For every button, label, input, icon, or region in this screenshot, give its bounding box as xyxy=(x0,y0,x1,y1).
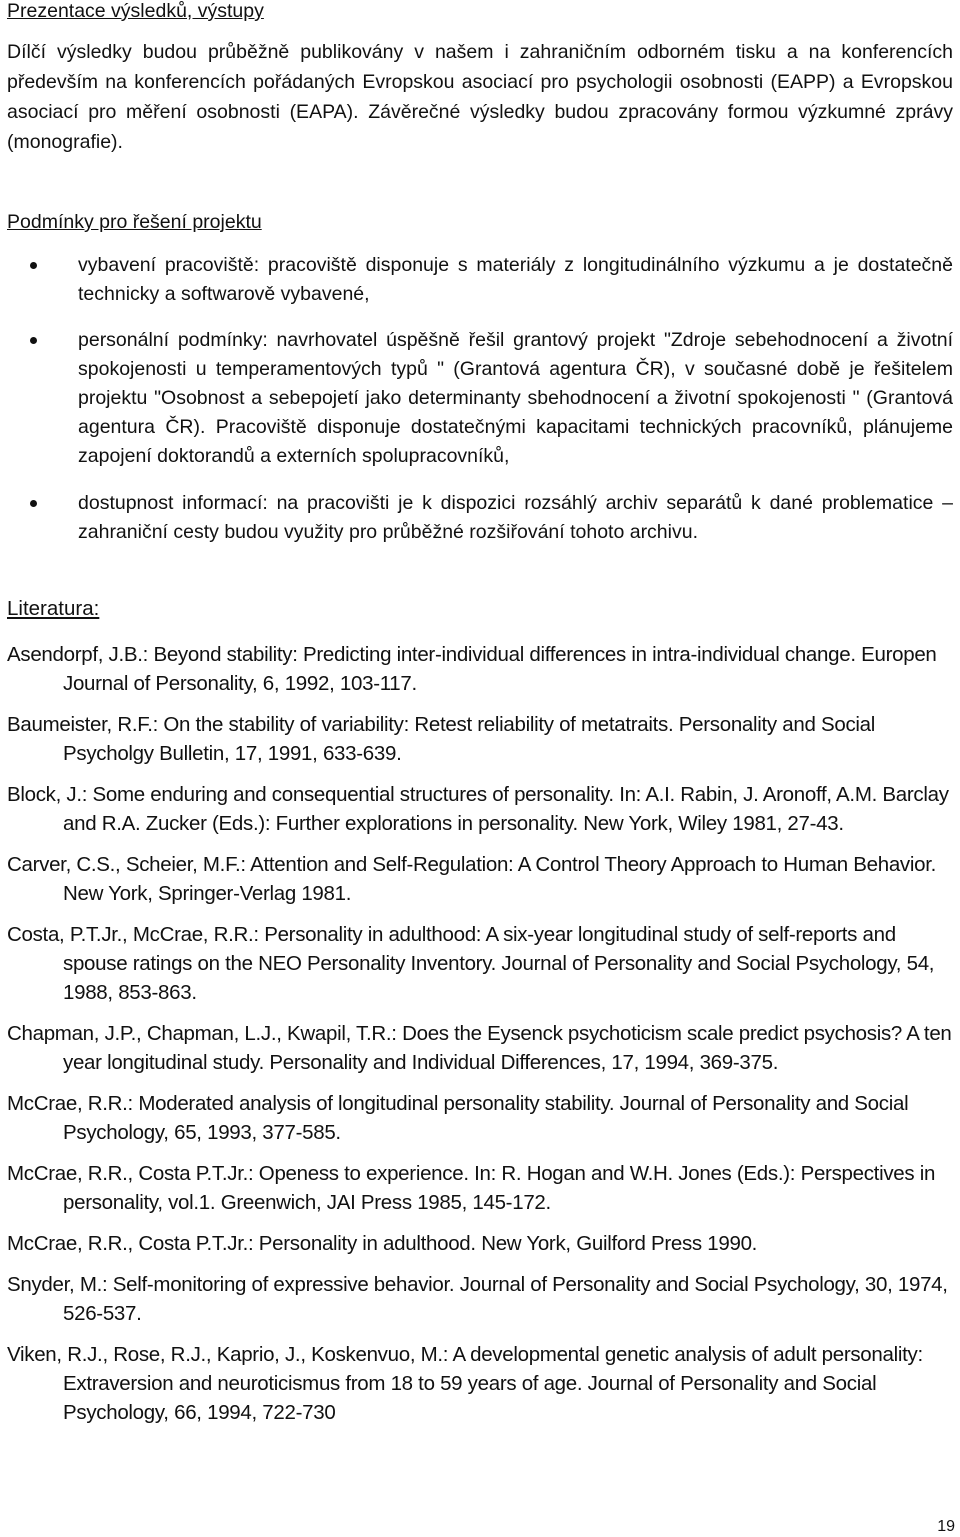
reference-item: Snyder, M.: Self-monitoring of expressive behavior. Journal of Personality and Social Psychology, 30, 1974, 526-537. xyxy=(7,1273,948,1325)
list-item xyxy=(7,251,953,309)
reference-item: Asendorpf, J.B.: Beyond stability: Predicting inter-individual differences in intra-individual change. Europen Journal of Personality, 6, 1992, 103-117. xyxy=(7,643,937,695)
bullet-icon xyxy=(30,500,37,507)
conditions-heading: Podmínky pro řešení projektu xyxy=(7,211,262,233)
reference-item: McCrae, R.R., Costa P.T.Jr.: Personality in adulthood. New York, Guilford Press 1990. xyxy=(7,1232,758,1255)
list-item xyxy=(7,489,953,547)
conditions-list xyxy=(7,251,953,547)
reference-item: Block, J.: Some enduring and consequential structures of personality. In: A.I. Rabin, J. Aronoff, A.M. Barclay and R.A. Zucker (Eds.): Further explorations in personality. New York, Wiley 1981, 27-43. xyxy=(7,783,949,835)
page-number: 19 xyxy=(937,1518,955,1535)
results-heading: Prezentace výsledků, výstupy xyxy=(7,0,264,22)
conditions-bullet-staff: personální podmínky: navrhovatel úspěšně řešil grantový projekt "Zdroje sebehodnocení a životní spokojenosti u temperamentových typů " (Grantová agentura ČR), v současné době je řešitelem projektu "Osobnost a sebepojetí jako determinanty sbehodnocení a životní spokojenosti " (Grantová agentura ČR). Pracoviště disponuje dostatečnými kapacitami technických pracovníků, plánujeme zapojení doktorandů a externích spolupracovníků, xyxy=(78,329,953,467)
conditions-bullet-equipment: vybavení pracoviště: pracoviště disponuje s materiály z longitudinálního výzkumu a je dostatečně technicky a softwarově vybavené, xyxy=(78,254,953,305)
bullet-icon xyxy=(30,262,37,269)
reference-item: Costa, P.T.Jr., McCrae, R.R.: Personality in adulthood: A six-year longitudinal study of self-reports and spouse ratings on the NEO Personality Inventory. Journal of Personality and Social Psychology, 54, 1988, 853-863. xyxy=(7,923,935,1004)
reference-item: Viken, R.J., Rose, R.J., Kaprio, J., Koskenvuo, M.: A developmental genetic analysis of adult personality: Extraversion and neuroticismus from 18 to 59 years of age. Journal of Personality and Social Psychology, 66, 1994, 722-730 xyxy=(7,1343,923,1424)
reference-item: Baumeister, R.F.: On the stability of variability: Retest reliability of metatraits. Personality and Social Psycholgy Bulletin, 17, 1991, 633-639. xyxy=(7,713,875,765)
reference-list xyxy=(7,640,953,1439)
reference-item: McCrae, R.R.: Moderated analysis of longitudinal personality stability. Journal of Personality and Social Psychology, 65, 1993, 377-585. xyxy=(7,1092,909,1144)
results-paragraph: Dílčí výsledky budou průběžně publikovány v našem i zahraničním odborném tisku a na konferencích především na konferencích pořádaných Evropskou asociací pro psychologii osobnosti (EAPP) a Evropskou asociací pro měření osobnosti (EAPA). Závěrečné výsledky budou zpracovány formou výzkumné zprávy (monografie). xyxy=(7,41,953,153)
literature-heading: Literatura: xyxy=(7,597,100,620)
reference-item: Chapman, J.P., Chapman, L.J., Kwapil, T.R.: Does the Eysenck psychoticism scale predict psychosis? A ten year longitudinal study. Personality and Individual Differences, 17, 1994, 369-375. xyxy=(7,1022,952,1074)
reference-item: Carver, C.S., Scheier, M.F.: Attention and Self-Regulation: A Control Theory Approach to Human Behavior. New York, Springer-Verlag 1981. xyxy=(7,853,937,905)
list-item xyxy=(7,326,953,471)
reference-item: McCrae, R.R., Costa P.T.Jr.: Openess to experience. In: R. Hogan and W.H. Jones (Eds.): Perspectives in personality, vol.1. Greenwich, JAI Press 1985, 145-172. xyxy=(7,1162,936,1214)
bullet-icon xyxy=(30,337,37,344)
conditions-bullet-information: dostupnost informací: na pracovišti je k dispozici rozsáhlý archiv separátů k dané problematice – zahraniční cesty budou využity pro průběžné rozšiřování tohoto archivu. xyxy=(78,492,953,543)
